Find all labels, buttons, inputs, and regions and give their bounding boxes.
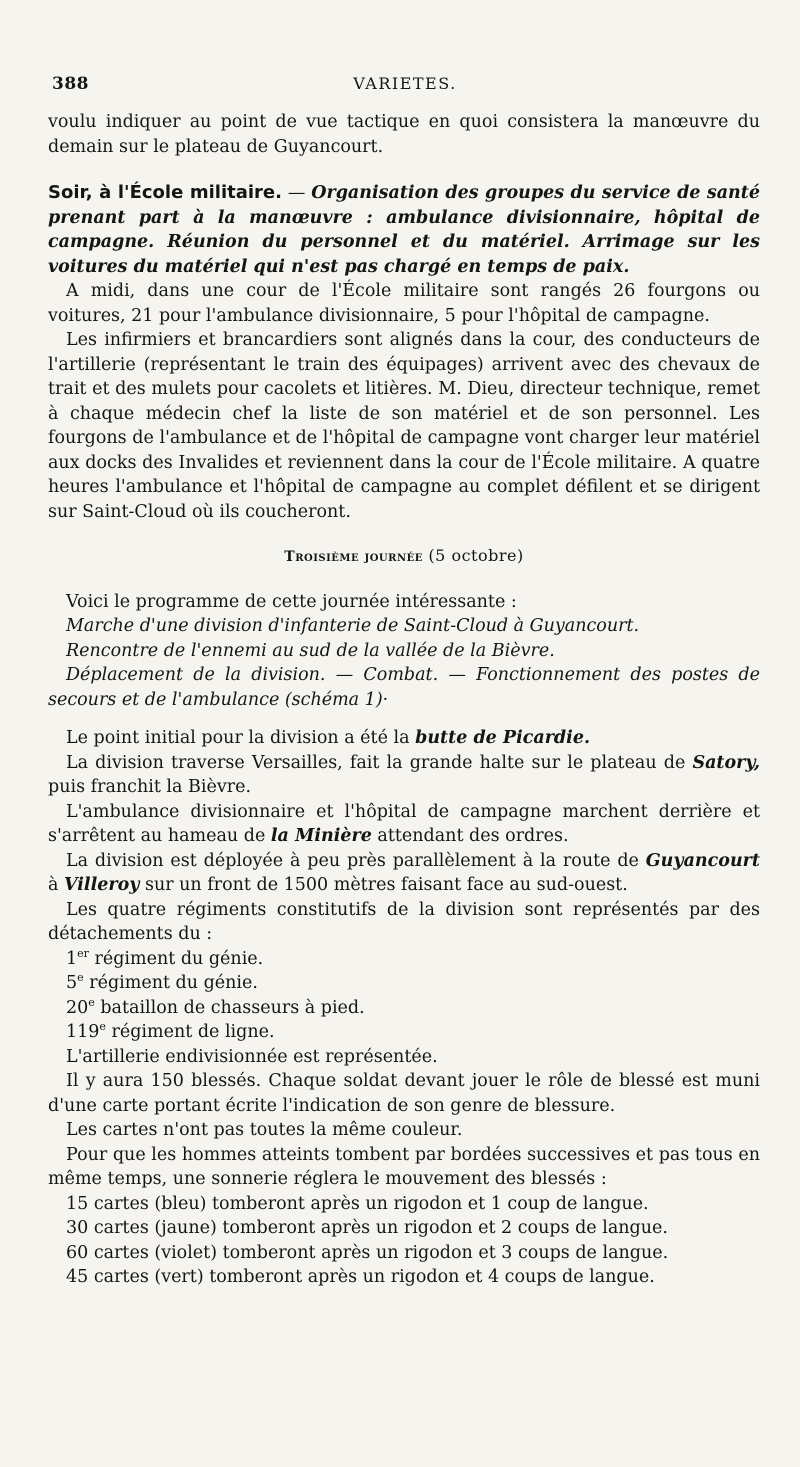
programme-item: Rencontre de l'ennemi au sud de la vallée de la Bièvre. bbox=[66, 640, 555, 661]
text-run: puis franchit la Bièvre. bbox=[48, 777, 252, 797]
card-item: 30 cartes (jaune) tomberont après un rigodon et 2 coups de langue. bbox=[66, 1218, 668, 1238]
day-date: (5 octobre) bbox=[422, 546, 524, 565]
evening-section bbox=[48, 181, 760, 279]
paragraph-point-initial bbox=[48, 726, 760, 751]
text-run: Le point initial pour la division a été la bbox=[66, 728, 416, 748]
ordinal-number: 20 bbox=[66, 997, 89, 1018]
heading-dash: — bbox=[281, 183, 312, 203]
page-body bbox=[48, 110, 760, 1290]
text-run: sur un front de 1500 mètres faisant face au sud-ouest. bbox=[139, 875, 628, 895]
paragraph-artillerie: L'artillerie endivisionnée est représentée. bbox=[66, 1046, 438, 1067]
ordinal-number: 1 bbox=[66, 948, 78, 969]
card-item: 60 cartes (violet) tomberont après un rigodon et 3 coups de langue. bbox=[66, 1242, 669, 1263]
regiment-item bbox=[48, 971, 760, 996]
day-label: Troisième journée bbox=[284, 549, 423, 565]
section-subject: Organisation des groupes du service de santé prenant part à la manœuvre : ambulance divisionnaire, hôpital de campagne. Réunion du personnel et du matériel. Arrimage sur les voitures du matériel qui n'est pas chargé en temps de paix. bbox=[48, 183, 760, 277]
card-item: 45 cartes (vert) tomberont après un rigodon et 4 coups de langue. bbox=[66, 1267, 655, 1287]
paragraph-sonnerie: Pour que les hommes atteints tombent par bordées successives et pas tous en même temps, une sonnerie réglera le mouvement des blessés : bbox=[48, 1144, 760, 1189]
text-run: à bbox=[48, 875, 64, 895]
text-run: La division est déployée à peu près parallèlement à la route de bbox=[66, 850, 646, 871]
card-item: 15 cartes (bleu) tomberont après un rigodon et 1 coup de langue. bbox=[66, 1193, 649, 1214]
section-heading-soir: Soir, à l'École militaire. bbox=[48, 182, 282, 203]
paragraph-deployee bbox=[48, 849, 760, 898]
regiment-item bbox=[48, 1020, 760, 1045]
text-run: La division traverse Versailles, fait la grande halte sur le plateau de bbox=[66, 752, 693, 773]
paragraph-regiments: Les quatre régiments constitutifs de la division sont représentés par des détachements du : bbox=[48, 899, 760, 944]
paragraph-continued: voulu indiquer au point de vue tactique en quoi consistera la manœuvre du demain sur le plateau de Guyancourt. bbox=[48, 112, 760, 157]
ordinal-number: 119 bbox=[66, 1022, 100, 1042]
ordinal-number: 5 bbox=[66, 973, 78, 993]
paragraph-cartes: Les cartes n'ont pas toutes la même couleur. bbox=[66, 1120, 463, 1140]
ordinal-suffix: er bbox=[77, 946, 89, 960]
paragraph-programme: Voici le programme de cette journée intéressante : bbox=[66, 591, 517, 612]
regiment-name: régiment du génie. bbox=[83, 973, 258, 993]
regiment-item bbox=[48, 996, 760, 1021]
regiment-name: bataillon de chasseurs à pied. bbox=[94, 997, 365, 1018]
paragraph-ambulance bbox=[48, 800, 760, 849]
day-heading bbox=[48, 544, 760, 570]
running-title: VARIETES. bbox=[353, 74, 457, 93]
text-run: L'ambulance divisionnaire et l'hôpital de campagne marchent derrière et s'arrêtent au hameau de bbox=[48, 801, 760, 846]
programme-item: Marche d'une division d'infanterie de Saint-Cloud à Guyancourt. bbox=[66, 616, 640, 636]
text-run: attendant des ordres. bbox=[371, 826, 569, 846]
place-name: Villeroy bbox=[64, 875, 140, 895]
paragraph-blesses: Il y aura 150 blessés. Chaque soldat devant jouer le rôle de blessé est muni d'une carte portant écrite l'indication de son genre de blessure. bbox=[48, 1071, 760, 1116]
place-name: la Minière bbox=[270, 826, 372, 846]
ordinal-suffix: e bbox=[77, 971, 84, 985]
paragraph-midi: A midi, dans une cour de l'École militaire sont rangés 26 fourgons ou voitures, 21 pour l'ambulance divisionnaire, 5 pour l'hôpital de campagne. bbox=[48, 281, 760, 326]
ordinal-suffix: e bbox=[99, 1020, 106, 1034]
regiment-item bbox=[48, 947, 760, 972]
regiment-name: régiment du génie. bbox=[88, 948, 264, 969]
paragraph-infirmiers: Les infirmiers et brancardiers sont alignés dans la cour, des conducteurs de l'artillerie (représentant le train des équipages) arrivent avec des chevaux de trait et des mulets pour cacolets et litières. M. Dieu, directeur technique, remet à chaque médecin chef la liste de son matériel et de son personnel. Les fourgons de l'ambulance et de l'hôpital de campagne vont charger leur matériel aux docks des Invalides et reviennent dans la cour de l'École militaire. A quatre heures l'ambulance et l'hôpital de campagne au complet défilent et se dirigent sur Saint-Cloud où ils coucheront. bbox=[48, 330, 760, 522]
place-name: butte de Picardie. bbox=[415, 728, 591, 748]
page-header bbox=[52, 74, 758, 102]
programme-item: Déplacement de la division. — Combat. — Fonctionnement des postes de secours et de l'ambulance (schéma 1)· bbox=[48, 665, 760, 710]
paragraph-traverse bbox=[48, 751, 760, 800]
page-number: 388 bbox=[52, 74, 89, 94]
place-name: Guyancourt bbox=[645, 850, 760, 871]
place-name: Satory, bbox=[692, 752, 760, 773]
regiment-name: régiment de ligne. bbox=[105, 1022, 275, 1042]
ordinal-suffix: e bbox=[88, 995, 95, 1009]
